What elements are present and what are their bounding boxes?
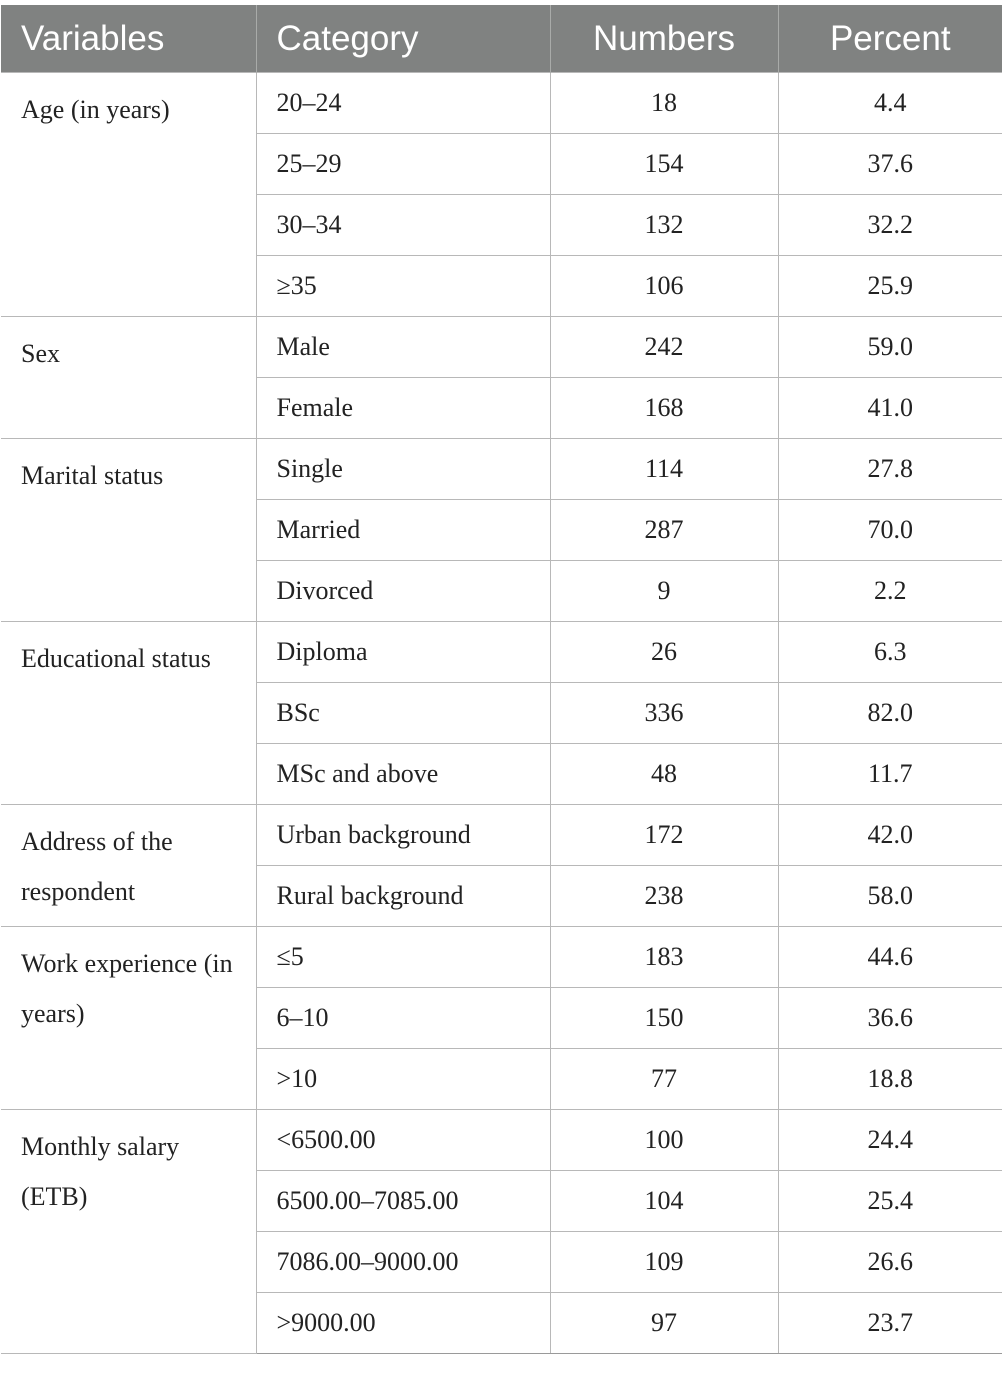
variable-cell: Monthly salary (ETB)	[1, 1110, 256, 1354]
percent-cell: 59.0	[778, 317, 1002, 378]
number-cell: 336	[550, 683, 778, 744]
percent-cell: 23.7	[778, 1293, 1002, 1354]
percent-cell: 18.8	[778, 1049, 1002, 1110]
table-row	[1, 439, 1002, 500]
category-cell: 6–10	[256, 988, 550, 1049]
category-cell: 25–29	[256, 134, 550, 195]
variable-cell: Address of the respondent	[1, 805, 256, 927]
percent-cell: 27.8	[778, 439, 1002, 500]
number-cell: 104	[550, 1171, 778, 1232]
table-body	[1, 73, 1002, 1354]
category-cell: ≤5	[256, 927, 550, 988]
percent-cell: 25.4	[778, 1171, 1002, 1232]
percent-cell: 6.3	[778, 622, 1002, 683]
table-row	[1, 622, 1002, 683]
table-header	[1, 5, 1002, 73]
category-cell: ≥35	[256, 256, 550, 317]
category-cell: Female	[256, 378, 550, 439]
category-cell: Male	[256, 317, 550, 378]
number-cell: 150	[550, 988, 778, 1049]
category-cell: <6500.00	[256, 1110, 550, 1171]
percent-cell: 26.6	[778, 1232, 1002, 1293]
number-cell: 242	[550, 317, 778, 378]
header-row	[1, 5, 1002, 73]
number-cell: 114	[550, 439, 778, 500]
variable-cell: Work experience (in years)	[1, 927, 256, 1110]
table-row	[1, 317, 1002, 378]
number-cell: 18	[550, 73, 778, 134]
number-cell: 132	[550, 195, 778, 256]
number-cell: 183	[550, 927, 778, 988]
table-row	[1, 805, 1002, 866]
category-cell: BSc	[256, 683, 550, 744]
number-cell: 97	[550, 1293, 778, 1354]
variable-cell: Age (in years)	[1, 73, 256, 317]
percent-cell: 2.2	[778, 561, 1002, 622]
category-cell: 20–24	[256, 73, 550, 134]
category-cell: Urban background	[256, 805, 550, 866]
category-cell: >10	[256, 1049, 550, 1110]
percent-cell: 36.6	[778, 988, 1002, 1049]
number-cell: 154	[550, 134, 778, 195]
percent-cell: 32.2	[778, 195, 1002, 256]
header-category: Category	[256, 5, 550, 73]
percent-cell: 25.9	[778, 256, 1002, 317]
number-cell: 9	[550, 561, 778, 622]
number-cell: 77	[550, 1049, 778, 1110]
header-variables: Variables	[1, 5, 256, 73]
percent-cell: 42.0	[778, 805, 1002, 866]
percent-cell: 70.0	[778, 500, 1002, 561]
number-cell: 287	[550, 500, 778, 561]
table-row	[1, 1110, 1002, 1171]
percent-cell: 41.0	[778, 378, 1002, 439]
category-cell: Diploma	[256, 622, 550, 683]
number-cell: 109	[550, 1232, 778, 1293]
demographics-table	[1, 5, 1002, 1354]
variable-cell: Sex	[1, 317, 256, 439]
category-cell: 30–34	[256, 195, 550, 256]
category-cell: 7086.00–9000.00	[256, 1232, 550, 1293]
table-row	[1, 73, 1002, 134]
number-cell: 106	[550, 256, 778, 317]
category-cell: Divorced	[256, 561, 550, 622]
category-cell: 6500.00–7085.00	[256, 1171, 550, 1232]
number-cell: 48	[550, 744, 778, 805]
percent-cell: 58.0	[778, 866, 1002, 927]
number-cell: 168	[550, 378, 778, 439]
percent-cell: 44.6	[778, 927, 1002, 988]
table-row	[1, 927, 1002, 988]
percent-cell: 37.6	[778, 134, 1002, 195]
number-cell: 26	[550, 622, 778, 683]
category-cell: MSc and above	[256, 744, 550, 805]
category-cell: Single	[256, 439, 550, 500]
category-cell: Rural background	[256, 866, 550, 927]
variable-cell: Educational status	[1, 622, 256, 805]
variable-cell: Marital status	[1, 439, 256, 622]
category-cell: Married	[256, 500, 550, 561]
header-percent: Percent	[778, 5, 1002, 73]
percent-cell: 4.4	[778, 73, 1002, 134]
number-cell: 100	[550, 1110, 778, 1171]
category-cell: >9000.00	[256, 1293, 550, 1354]
percent-cell: 82.0	[778, 683, 1002, 744]
percent-cell: 11.7	[778, 744, 1002, 805]
percent-cell: 24.4	[778, 1110, 1002, 1171]
header-numbers: Numbers	[550, 5, 778, 73]
number-cell: 238	[550, 866, 778, 927]
number-cell: 172	[550, 805, 778, 866]
